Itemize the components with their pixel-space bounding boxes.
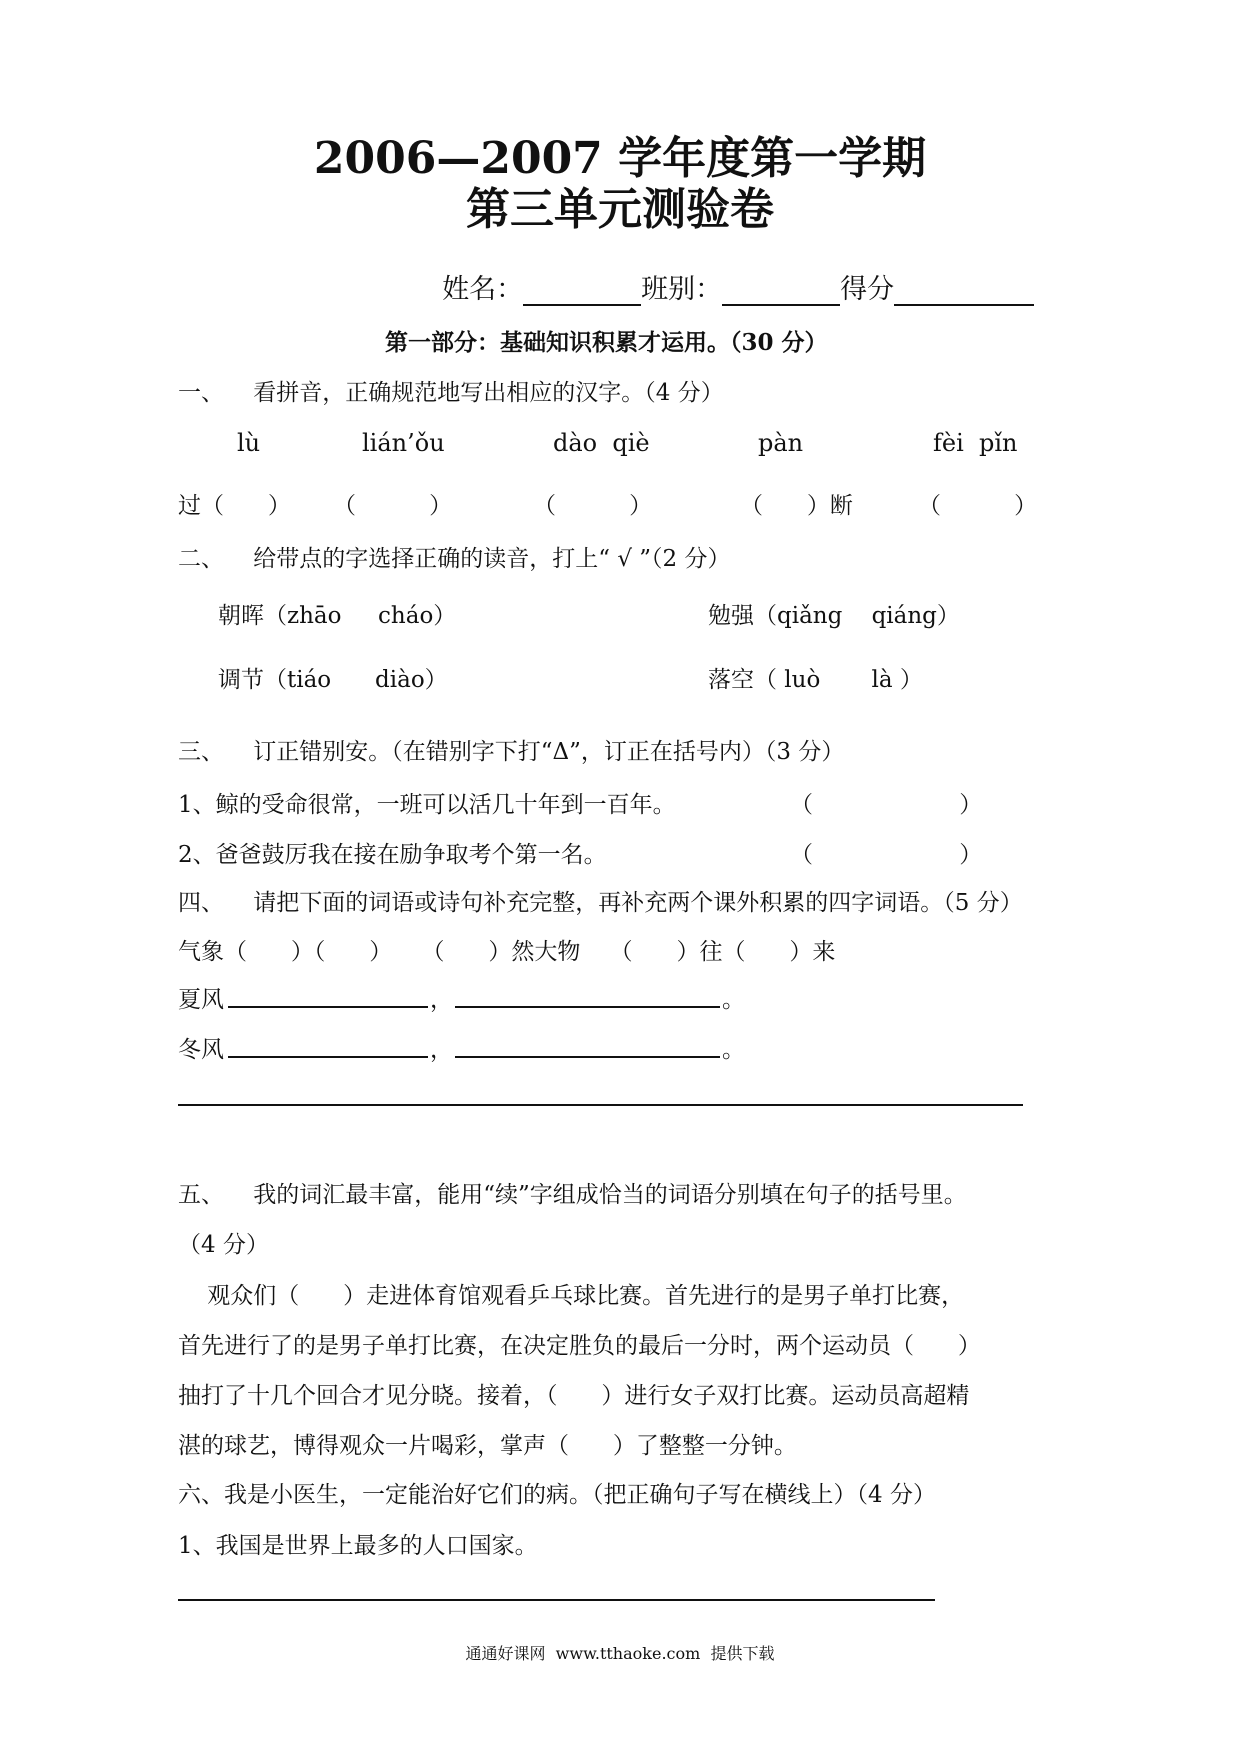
- name-label: 姓名：: [442, 274, 524, 305]
- class-blank[interactable]: [722, 274, 840, 306]
- q3-item-2: 2、爸爸鼓厉我在接在励争取考个第一名。: [178, 842, 607, 868]
- part1-heading: 第一部分：基础知识积累才运用。（30 分）: [385, 329, 828, 356]
- q4-xiafeng-label: 夏风: [178, 987, 224, 1013]
- q2-item-2[interactable]: 勉强（qiǎng qiáng）: [708, 603, 960, 629]
- title-line-2: 第三单元测验卷: [466, 184, 774, 235]
- q4-period: 。: [722, 1037, 745, 1063]
- q1-blank-3[interactable]: （ ）: [533, 493, 653, 519]
- q5-line-1[interactable]: 观众们（ ）走进体育馆观看乒乓球比赛。首先进行的是男子单打比赛，: [178, 1283, 965, 1309]
- q1-pinyin-3: dào qiè: [553, 429, 650, 457]
- q2-item-4[interactable]: 落空（ luò là ）: [708, 667, 923, 693]
- q1-blank-4[interactable]: （ ）断: [740, 493, 853, 519]
- score-label: 得分: [840, 274, 895, 305]
- q4-period: 。: [722, 987, 745, 1013]
- q6-item-1: 1、我国是世界上最多的人口国家。: [178, 1533, 538, 1559]
- q3-item-1: 1、鲸的受命很常，一班可以活几十年到一百年。: [178, 792, 676, 818]
- q1-pinyin-5: fèi pǐn: [933, 429, 1018, 457]
- q3-heading: 三、 订正错别安。（在错别字下打“Δ”，订正在括号内）（3 分）: [178, 739, 845, 765]
- q1-heading: 一、 看拼音，正确规范地写出相应的汉字。（4 分）: [178, 380, 724, 406]
- student-info-row: [425, 236, 1034, 306]
- q2-item-3[interactable]: 调节（tiáo diào）: [218, 667, 448, 693]
- q5-heading: 五、 我的词汇最丰富，能用“续”字组成恰当的词语分别填在句子的括号里。: [178, 1182, 967, 1208]
- score-blank[interactable]: [894, 274, 1034, 306]
- q5-line-3[interactable]: 抽打了十几个回合才见分晓。接着，（ ）进行女子双打比赛。运动员高超精: [178, 1383, 970, 1409]
- q2-item-1[interactable]: 朝晖（zhāo cháo）: [218, 603, 457, 629]
- q4-heading: 四、 请把下面的词语或诗句补充完整，再补充两个课外积累的四字词语。（5 分）: [178, 890, 1023, 916]
- q6-heading: 六、我是小医生，一定能治好它们的病。（把正确句子写在横线上）（4 分）: [178, 1482, 936, 1508]
- q1-blank-2[interactable]: （ ）: [333, 493, 453, 519]
- q5-line-2[interactable]: 首先进行了的是男子单打比赛，在决定胜负的最后一分时，两个运动员（ ）: [178, 1333, 981, 1359]
- q1-pinyin-1: lù: [237, 429, 261, 457]
- q4-dongfeng-label: 冬风: [178, 1037, 224, 1063]
- q1-pinyin-4: pàn: [758, 429, 804, 457]
- q1-blank-1[interactable]: 过（ ）: [178, 493, 291, 519]
- title-line-1: 2006—2007 学年度第一学期: [313, 133, 927, 184]
- q2-heading: 二、 给带点的字选择正确的读音，打上“ √ ”（2 分）: [178, 546, 731, 572]
- q4-dongfeng-blank-1[interactable]: [228, 1056, 428, 1058]
- q1-pinyin-2: lián’ǒu: [362, 429, 445, 457]
- footer-text: 通通好课网 www.tthaoke.com 提供下载: [465, 1644, 775, 1663]
- q3-answer-1[interactable]: （ ）: [790, 792, 983, 818]
- q4-comma: ，: [430, 987, 453, 1013]
- q4-dongfeng-blank-2[interactable]: [455, 1056, 720, 1058]
- q4-xiafeng-blank-1[interactable]: [228, 1006, 428, 1008]
- q4-line-1[interactable]: 气象（ ）（ ） （ ）然大物 （ ）往（ ）来: [178, 939, 836, 965]
- q6-answer-line[interactable]: [178, 1599, 935, 1601]
- q5-line-4[interactable]: 湛的球艺，博得观众一片喝彩，掌声（ ）了整整一分钟。: [178, 1433, 797, 1459]
- q5-score: （4 分）: [178, 1232, 269, 1258]
- class-label: 班别：: [641, 274, 723, 305]
- q4-comma: ，: [430, 1037, 453, 1063]
- q1-blank-5[interactable]: （ ）: [918, 493, 1038, 519]
- name-blank[interactable]: [523, 274, 641, 306]
- q3-answer-2[interactable]: （ ）: [790, 842, 983, 868]
- q4-answer-line[interactable]: [178, 1104, 1023, 1106]
- q4-xiafeng-blank-2[interactable]: [455, 1006, 720, 1008]
